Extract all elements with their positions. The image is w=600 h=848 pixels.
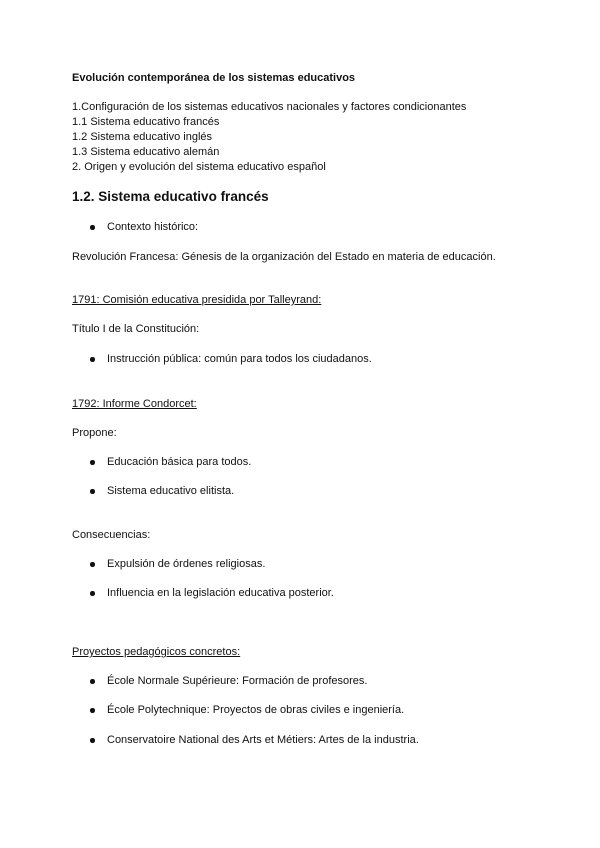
subheading-talleyrand: 1791: Comisión educativa presidida por Talleyrand: bbox=[72, 294, 322, 306]
document-page bbox=[72, 0, 560, 848]
bullet-icon bbox=[90, 708, 95, 713]
list-item-text: École Normale Supérieure: Formación de profesores. bbox=[107, 675, 368, 687]
section-heading: 1.2. Sistema educativo francés bbox=[72, 189, 269, 204]
paragraph: Propone: bbox=[72, 427, 117, 439]
list-item-text: Educación básica para todos. bbox=[107, 456, 252, 468]
table-of-contents bbox=[72, 100, 466, 175]
list-item-text: Influencia en la legislación educativa posterior. bbox=[107, 587, 334, 599]
list-item-text: Expulsión de órdenes religiosas. bbox=[107, 558, 266, 570]
toc-item: 1.Configuración de los sistemas educativos nacionales y factores condicionantes bbox=[72, 101, 467, 113]
paragraph: Revolución Francesa: Génesis de la organización del Estado en materia de educación. bbox=[72, 251, 496, 263]
bullet-icon bbox=[90, 679, 95, 684]
bullet-icon bbox=[90, 591, 95, 596]
paragraph: Consecuencias: bbox=[72, 529, 151, 541]
bullet-icon bbox=[90, 225, 95, 230]
toc-item: 2. Origen y evolución del sistema educativo español bbox=[72, 161, 326, 173]
toc-item: 1.1 Sistema educativo francés bbox=[72, 116, 220, 128]
subheading-proyectos: Proyectos pedagógicos concretos: bbox=[72, 646, 241, 658]
subheading-condorcet: 1792: Informe Condorcet: bbox=[72, 398, 197, 410]
list-item-text: Sistema educativo elitista. bbox=[107, 485, 235, 497]
paragraph: Título I de la Constitución: bbox=[72, 323, 200, 335]
bullet-icon bbox=[90, 562, 95, 567]
toc-item: 1.2 Sistema educativo inglés bbox=[72, 131, 213, 143]
list-item-text: Conservatoire National des Arts et Métiers: Artes de la industria. bbox=[107, 734, 419, 746]
list-item-text: Instrucción pública: común para todos los ciudadanos. bbox=[107, 353, 372, 365]
document-title: Evolución contemporánea de los sistemas educativos bbox=[72, 72, 356, 84]
bullet-icon bbox=[90, 489, 95, 494]
list-item-text: Contexto histórico: bbox=[107, 221, 199, 233]
bullet-icon bbox=[90, 738, 95, 743]
list-item-text: École Polytechnique: Proyectos de obras civiles e ingeniería. bbox=[107, 704, 405, 716]
toc-item: 1.3 Sistema educativo alemán bbox=[72, 146, 220, 158]
bullet-icon bbox=[90, 357, 95, 362]
bullet-icon bbox=[90, 460, 95, 465]
